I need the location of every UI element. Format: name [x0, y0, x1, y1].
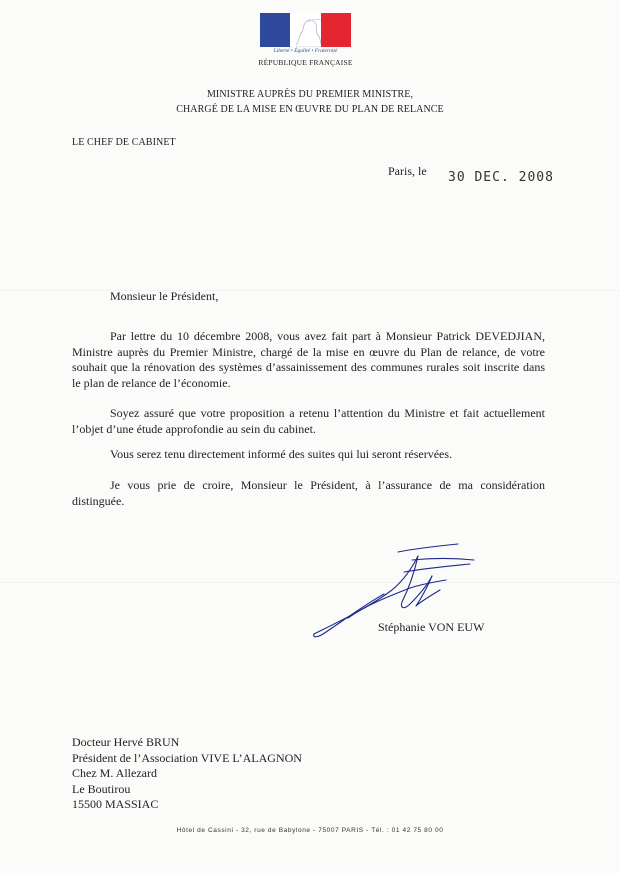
ministry-header [90, 87, 530, 117]
letter-paragraph: Soyez assuré que votre proposition a retenu l’attention du Ministre et fait actuellement l’objet d’une étude approfondie au sein du cabinet. [72, 406, 545, 436]
republique-francaise-logo [260, 13, 351, 73]
ministry-line-1: MINISTRE AUPRÈS DU PREMIER MINISTRE, [206, 89, 414, 100]
recipient-address [72, 735, 302, 813]
address-line: Le Boutirou [72, 781, 131, 796]
address-line: Chez M. Allezard [72, 766, 157, 780]
date-place: Paris, le [388, 164, 427, 178]
date-stamp: 30 DEC. 2008 [448, 170, 554, 185]
letter-paragraph: Par lettre du 10 décembre 2008, vous avez fait part à Monsieur Patrick DEVEDJIAN, Ministre auprès du Premier Ministre, chargé de la mise en œuvre du Plan de relance, de votre souhait que la rénovation des systèmes d’assainissement des communes rurales soit inscrite dans le plan de relance de l’économie. [72, 329, 545, 390]
paper-fold [0, 290, 620, 291]
letter-paragraph: Je vous prie de croire, Monsieur le Président, à l’assurance de ma considération distinguée. [72, 478, 545, 508]
letter-paragraph: Vous serez tenu directement informé des suites qui lui seront réservées. [110, 447, 453, 461]
tricolor-flag-icon [260, 13, 351, 47]
sender-title: LE CHEF DE CABINET [72, 137, 176, 148]
address-line: 15500 MASSIAC [72, 797, 159, 811]
ministry-line-2: CHARGÉ DE LA MISE EN ŒUVRE DU PLAN DE RELANCE [176, 104, 444, 115]
footer-address: Hôtel de Cassini - 32, rue de Babylone - 75007 PARIS - Tél. : 01 42 75 80 00 [176, 827, 444, 834]
signer-name: Stéphanie VON EUW [378, 620, 485, 634]
address-line: Docteur Hervé BRUN [72, 735, 180, 749]
address-line: Président de l’Association VIVE L’ALAGNON [72, 750, 302, 765]
republic-motto: Liberté • Égalité • Fraternité [273, 48, 338, 54]
greeting: Monsieur le Président, [110, 289, 219, 303]
republic-name: RÉPUBLIQUE FRANÇAISE [258, 58, 353, 67]
marianne-profile-icon [296, 16, 321, 47]
